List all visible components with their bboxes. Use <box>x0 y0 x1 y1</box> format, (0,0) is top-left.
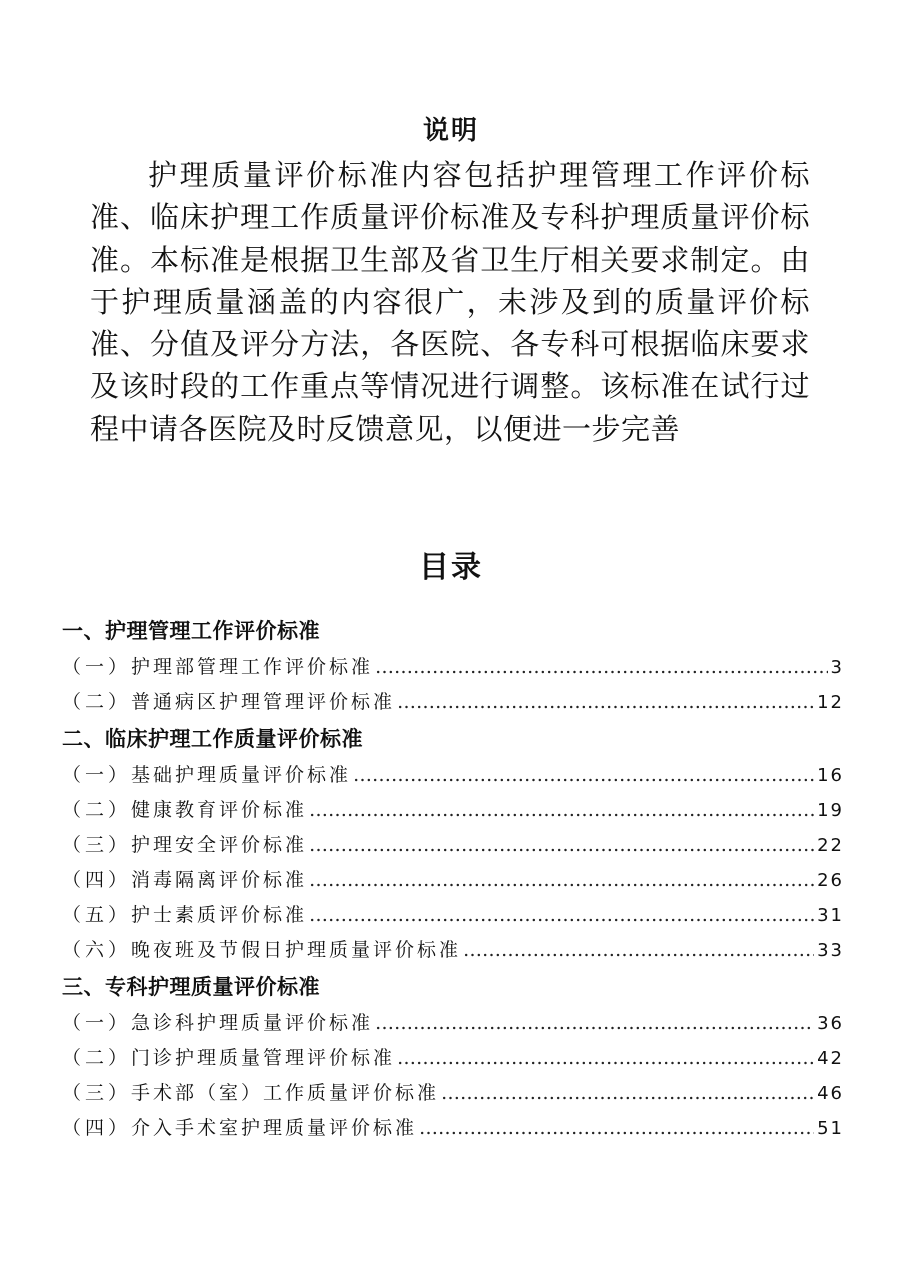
toc-entry-number: （一） <box>62 764 132 786</box>
toc-section-heading: 二、临床护理工作质量评价标准 <box>62 727 363 751</box>
toc-entry-title: 基础护理质量评价标准 <box>131 764 352 786</box>
toc-entry[interactable] <box>62 793 844 828</box>
toc-entry-title: 门诊护理质量管理评价标准 <box>131 1047 396 1069</box>
toc-entry[interactable] <box>62 650 844 685</box>
toc-entry[interactable] <box>62 1076 844 1111</box>
dot-leader <box>353 758 814 793</box>
toc-entry[interactable] <box>62 685 844 720</box>
dot-leader <box>419 1111 814 1146</box>
toc-entry-number: （三） <box>62 1082 132 1104</box>
dot-leader <box>375 650 828 685</box>
toc-entry[interactable] <box>62 828 844 863</box>
toc-entry[interactable] <box>62 758 844 793</box>
dot-leader <box>309 828 814 863</box>
toc-entry[interactable] <box>62 1041 844 1076</box>
toc-entry-number: （四） <box>62 1117 132 1139</box>
toc-entry[interactable] <box>62 898 844 933</box>
toc-title: 目录 <box>419 550 483 585</box>
toc-entry-page: 46 <box>817 1083 844 1104</box>
toc-entry-title: 急诊科护理质量评价标准 <box>131 1012 374 1034</box>
toc-entry-title: 健康教育评价标准 <box>131 799 308 821</box>
toc-entry[interactable] <box>62 933 844 968</box>
toc-entry-title: 晚夜班及节假日护理质量评价标准 <box>131 939 462 961</box>
toc-entry-number: （一） <box>62 1012 132 1034</box>
intro-title: 说明 <box>422 116 479 146</box>
toc-entry-number: （一） <box>62 656 132 678</box>
dot-leader <box>309 863 814 898</box>
toc-section-heading: 三、专科护理质量评价标准 <box>62 975 320 999</box>
toc-entry-number: （四） <box>62 869 132 891</box>
dot-leader <box>463 933 814 968</box>
toc-entry-page: 36 <box>817 1013 844 1034</box>
dot-leader <box>441 1076 814 1111</box>
table-of-contents <box>62 612 844 1146</box>
toc-entry-page: 3 <box>830 657 844 678</box>
toc-entry-page: 22 <box>817 835 844 856</box>
toc-entry-page: 33 <box>817 940 844 961</box>
toc-entry-title: 介入手术室护理质量评价标准 <box>131 1117 418 1139</box>
toc-entry-number: （二） <box>62 799 132 821</box>
dot-leader <box>309 898 814 933</box>
toc-entry-page: 16 <box>817 765 844 786</box>
toc-entry-title: 消毒隔离评价标准 <box>131 869 308 891</box>
toc-entry-title: 护理部管理工作评价标准 <box>131 656 374 678</box>
toc-entry-title: 护理安全评价标准 <box>131 834 308 856</box>
toc-entry-page: 19 <box>817 800 844 821</box>
toc-entry[interactable] <box>62 863 844 898</box>
toc-entry-title: 护士素质评价标准 <box>131 904 308 926</box>
toc-entry-title: 普通病区护理管理评价标准 <box>131 691 396 713</box>
toc-entry-number: （三） <box>62 834 132 856</box>
toc-entry-number: （六） <box>62 939 132 961</box>
toc-entry-number: （二） <box>62 691 132 713</box>
dot-leader <box>397 1041 814 1076</box>
toc-entry-page: 12 <box>817 692 844 713</box>
toc-entry[interactable] <box>62 1006 844 1041</box>
toc-entry-number: （二） <box>62 1047 132 1069</box>
toc-entry[interactable] <box>62 1111 844 1146</box>
toc-entry-number: （五） <box>62 904 132 926</box>
toc-entry-page: 31 <box>817 905 844 926</box>
toc-entry-title: 手术部（室）工作质量评价标准 <box>131 1082 440 1104</box>
toc-entry-page: 42 <box>817 1048 844 1069</box>
intro-paragraph: 护理质量评价标准内容包括护理管理工作评价标准、临床护理工作质量评价标准及专科护理质量评价标准。本标准是根据卫生部及省卫生厅相关要求制定。由于护理质量涵盖的内容很广，未涉及到的质量评价标准、分值及评分方法，各医院、各专科可根据临床要求及该时段的工作重点等情况进行调整。该标准在试行过程中请各医院及时反馈意见，以便进一步完善 <box>90 158 810 446</box>
dot-leader <box>375 1006 814 1041</box>
toc-section-heading: 一、护理管理工作评价标准 <box>62 619 320 643</box>
toc-entry-page: 51 <box>817 1118 844 1139</box>
dot-leader <box>397 685 814 720</box>
toc-entry-page: 26 <box>817 870 844 891</box>
dot-leader <box>309 793 814 828</box>
